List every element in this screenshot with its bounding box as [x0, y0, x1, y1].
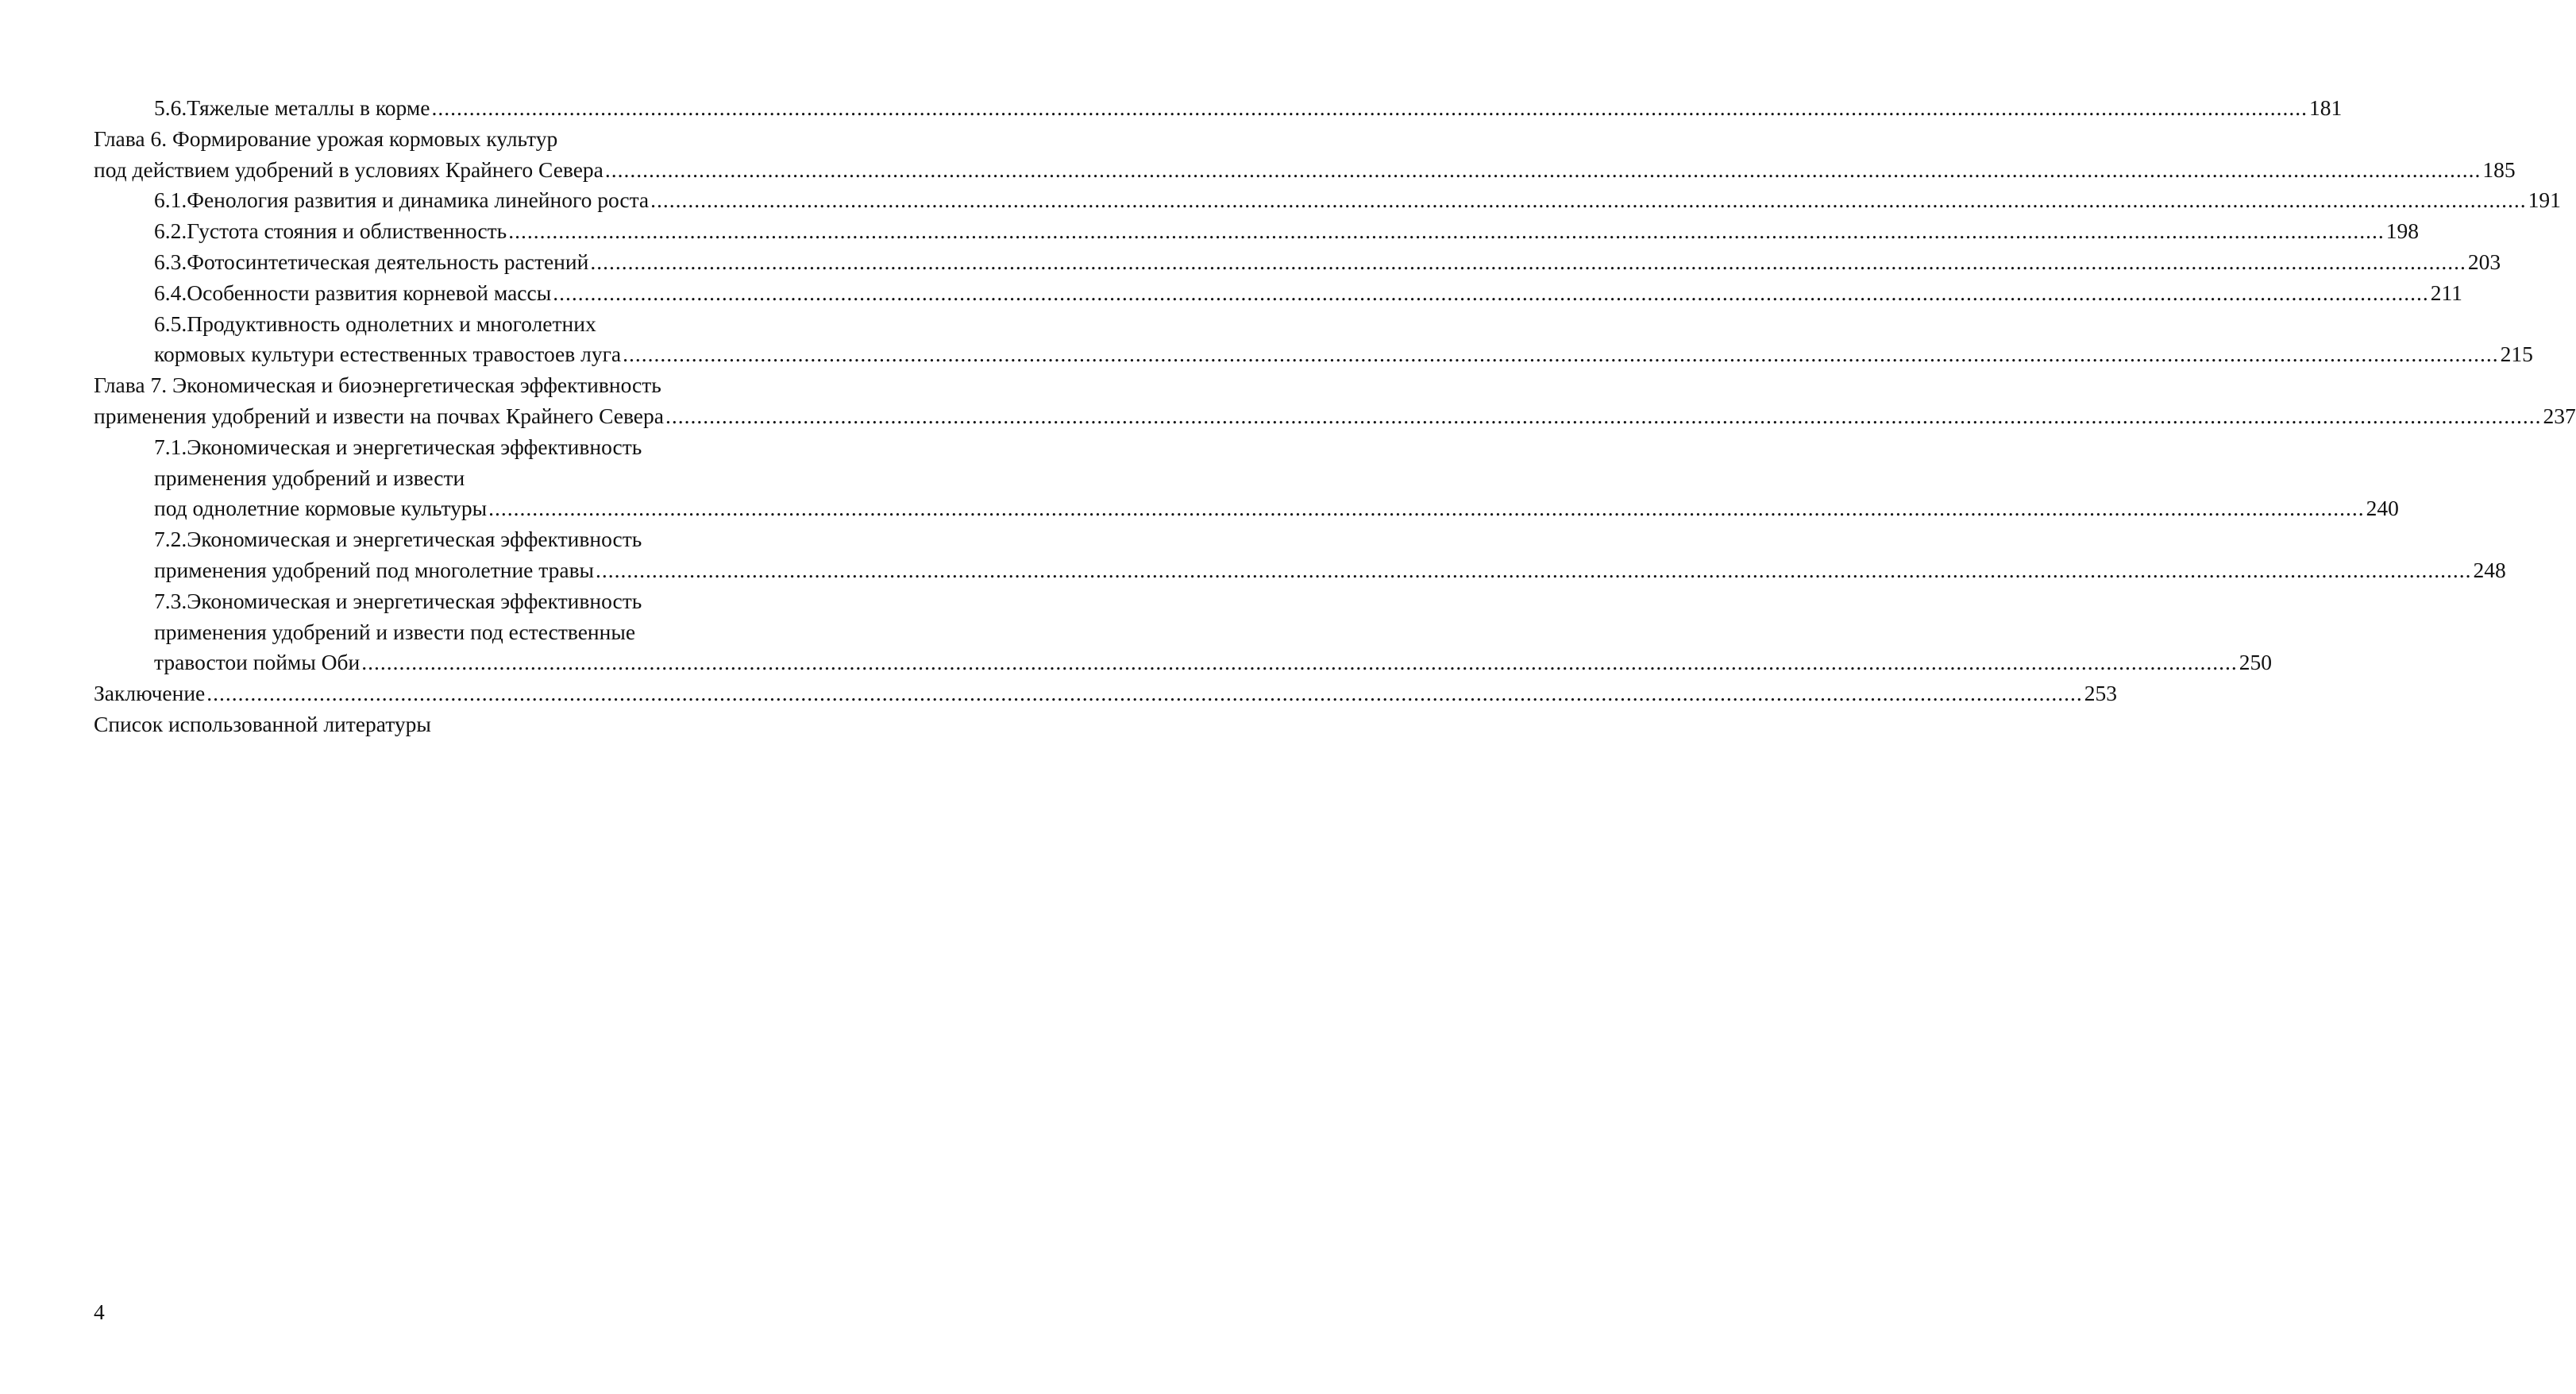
toc-entry-title: 5.6.Тяжелые металлы в корме	[154, 95, 430, 120]
toc-entry	[94, 216, 2419, 247]
toc-entry	[94, 124, 895, 155]
toc-leader-dots: ............................................................................................................................................................................................................................................................................................................	[488, 496, 2365, 521]
toc-leader-dots: ............................................................................................................................................................................................................................................................................................................	[665, 403, 2542, 428]
toc-entry-title: 7.3.Экономическая и энергетическая эффективность	[154, 588, 642, 613]
toc-entry-page: 203	[2467, 249, 2501, 274]
toc-entry	[94, 370, 895, 401]
page-number: 4	[94, 1299, 105, 1324]
toc-entry	[94, 493, 2399, 524]
toc-entry-page: 248	[2473, 557, 2506, 582]
toc-entry	[94, 463, 895, 494]
toc-leader-dots: ............................................................................................................................................................................................................................................................................................................	[604, 156, 2482, 182]
toc-leader-dots: ............................................................................................................................................................................................................................................................................................................	[431, 95, 2308, 120]
toc-entry-page: 198	[2385, 218, 2419, 244]
toc-entry-page: 211	[2430, 280, 2462, 305]
toc-entry-title: применения удобрений и извести на почвах Крайнего Севера	[94, 403, 664, 428]
toc-entry-title: 7.1.Экономическая и энергетическая эффективность	[154, 434, 642, 459]
toc-entry	[94, 278, 2462, 309]
toc-entry-title: 7.2.Экономическая и энергетическая эффективность	[154, 527, 642, 552]
toc-entry-title: 6.3.Фотосинтетическая деятельность растений	[154, 249, 589, 274]
toc-entry-page: 185	[2482, 156, 2516, 182]
toc-entry-title: 6.4.Особенности развития корневой массы	[154, 280, 552, 305]
toc-entry	[94, 309, 895, 340]
toc-leader-dots: ............................................................................................................................................................................................................................................................................................................	[508, 218, 2385, 244]
toc-entry	[94, 555, 2506, 586]
toc-entry-title: Глава 7. Экономическая и биоэнергетическая эффективность	[94, 373, 661, 398]
toc-entry	[94, 401, 2576, 432]
toc-entry	[94, 678, 2117, 709]
toc-entry-title: 6.1.Фенология развития и динамика линейного роста	[154, 187, 650, 213]
toc-leader-dots: ............................................................................................................................................................................................................................................................................................................	[623, 342, 2499, 367]
toc-entry-title: травостои поймы Оби	[154, 650, 361, 675]
toc-leader-dots: ............................................................................................................................................................................................................................................................................................................	[650, 187, 2527, 213]
toc-entry	[94, 524, 895, 555]
toc-entry	[94, 586, 895, 617]
toc-entry	[94, 617, 895, 648]
toc-entry-title: под однолетние кормовые культуры	[154, 496, 488, 521]
toc-entry-title: кормовых культури естественных травостоев луга	[154, 342, 622, 367]
toc-entry	[94, 185, 2561, 216]
toc-entry-page: 240	[2366, 496, 2399, 521]
table-of-contents	[94, 93, 2576, 740]
toc-entry-page: 181	[2309, 95, 2343, 120]
toc-entry-title: применения удобрений и извести под естественные	[154, 619, 636, 644]
toc-leader-dots: ............................................................................................................................................................................................................................................................................................................	[361, 650, 2238, 675]
toc-leader-dots: ............................................................................................................................................................................................................................................................................................................	[553, 280, 2429, 305]
toc-entry	[94, 647, 2272, 678]
toc-entry-title: под действием удобрений в условиях Крайнего Севера	[94, 156, 604, 182]
toc-entry	[94, 155, 2516, 186]
toc-leader-dots: ............................................................................................................................................................................................................................................................................................................	[590, 249, 2466, 274]
toc-leader-dots: ............................................................................................................................................................................................................................................................................................................	[206, 681, 2083, 706]
toc-leader-dots: ............................................................................................................................................................................................................................................................................................................	[596, 557, 2472, 582]
toc-entry-page: 215	[2500, 342, 2533, 367]
toc-entry-page: 237	[2543, 403, 2576, 428]
toc-entry	[94, 432, 895, 463]
toc-entry-title: 6.2.Густота стояния и облиственность	[154, 218, 507, 244]
toc-entry-title: Глава 6. Формирование урожая кормовых культур	[94, 125, 558, 151]
toc-entry-page: 250	[2239, 650, 2272, 675]
toc-entry-title: применения удобрений под многолетние травы	[154, 557, 595, 582]
toc-entry-title: применения удобрений и извести	[154, 465, 465, 490]
toc-entry-title: Список использованной литературы	[94, 711, 431, 736]
toc-entry-title: 6.5.Продуктивность однолетних и многолетних	[154, 311, 596, 336]
toc-entry	[94, 709, 895, 740]
toc-entry	[94, 339, 2533, 370]
toc-entry-page: 191	[2528, 187, 2561, 213]
toc-entry	[94, 247, 2501, 278]
toc-entry-title: Заключение	[94, 681, 206, 706]
toc-entry	[94, 93, 2343, 124]
toc-entry-page: 253	[2084, 681, 2117, 706]
